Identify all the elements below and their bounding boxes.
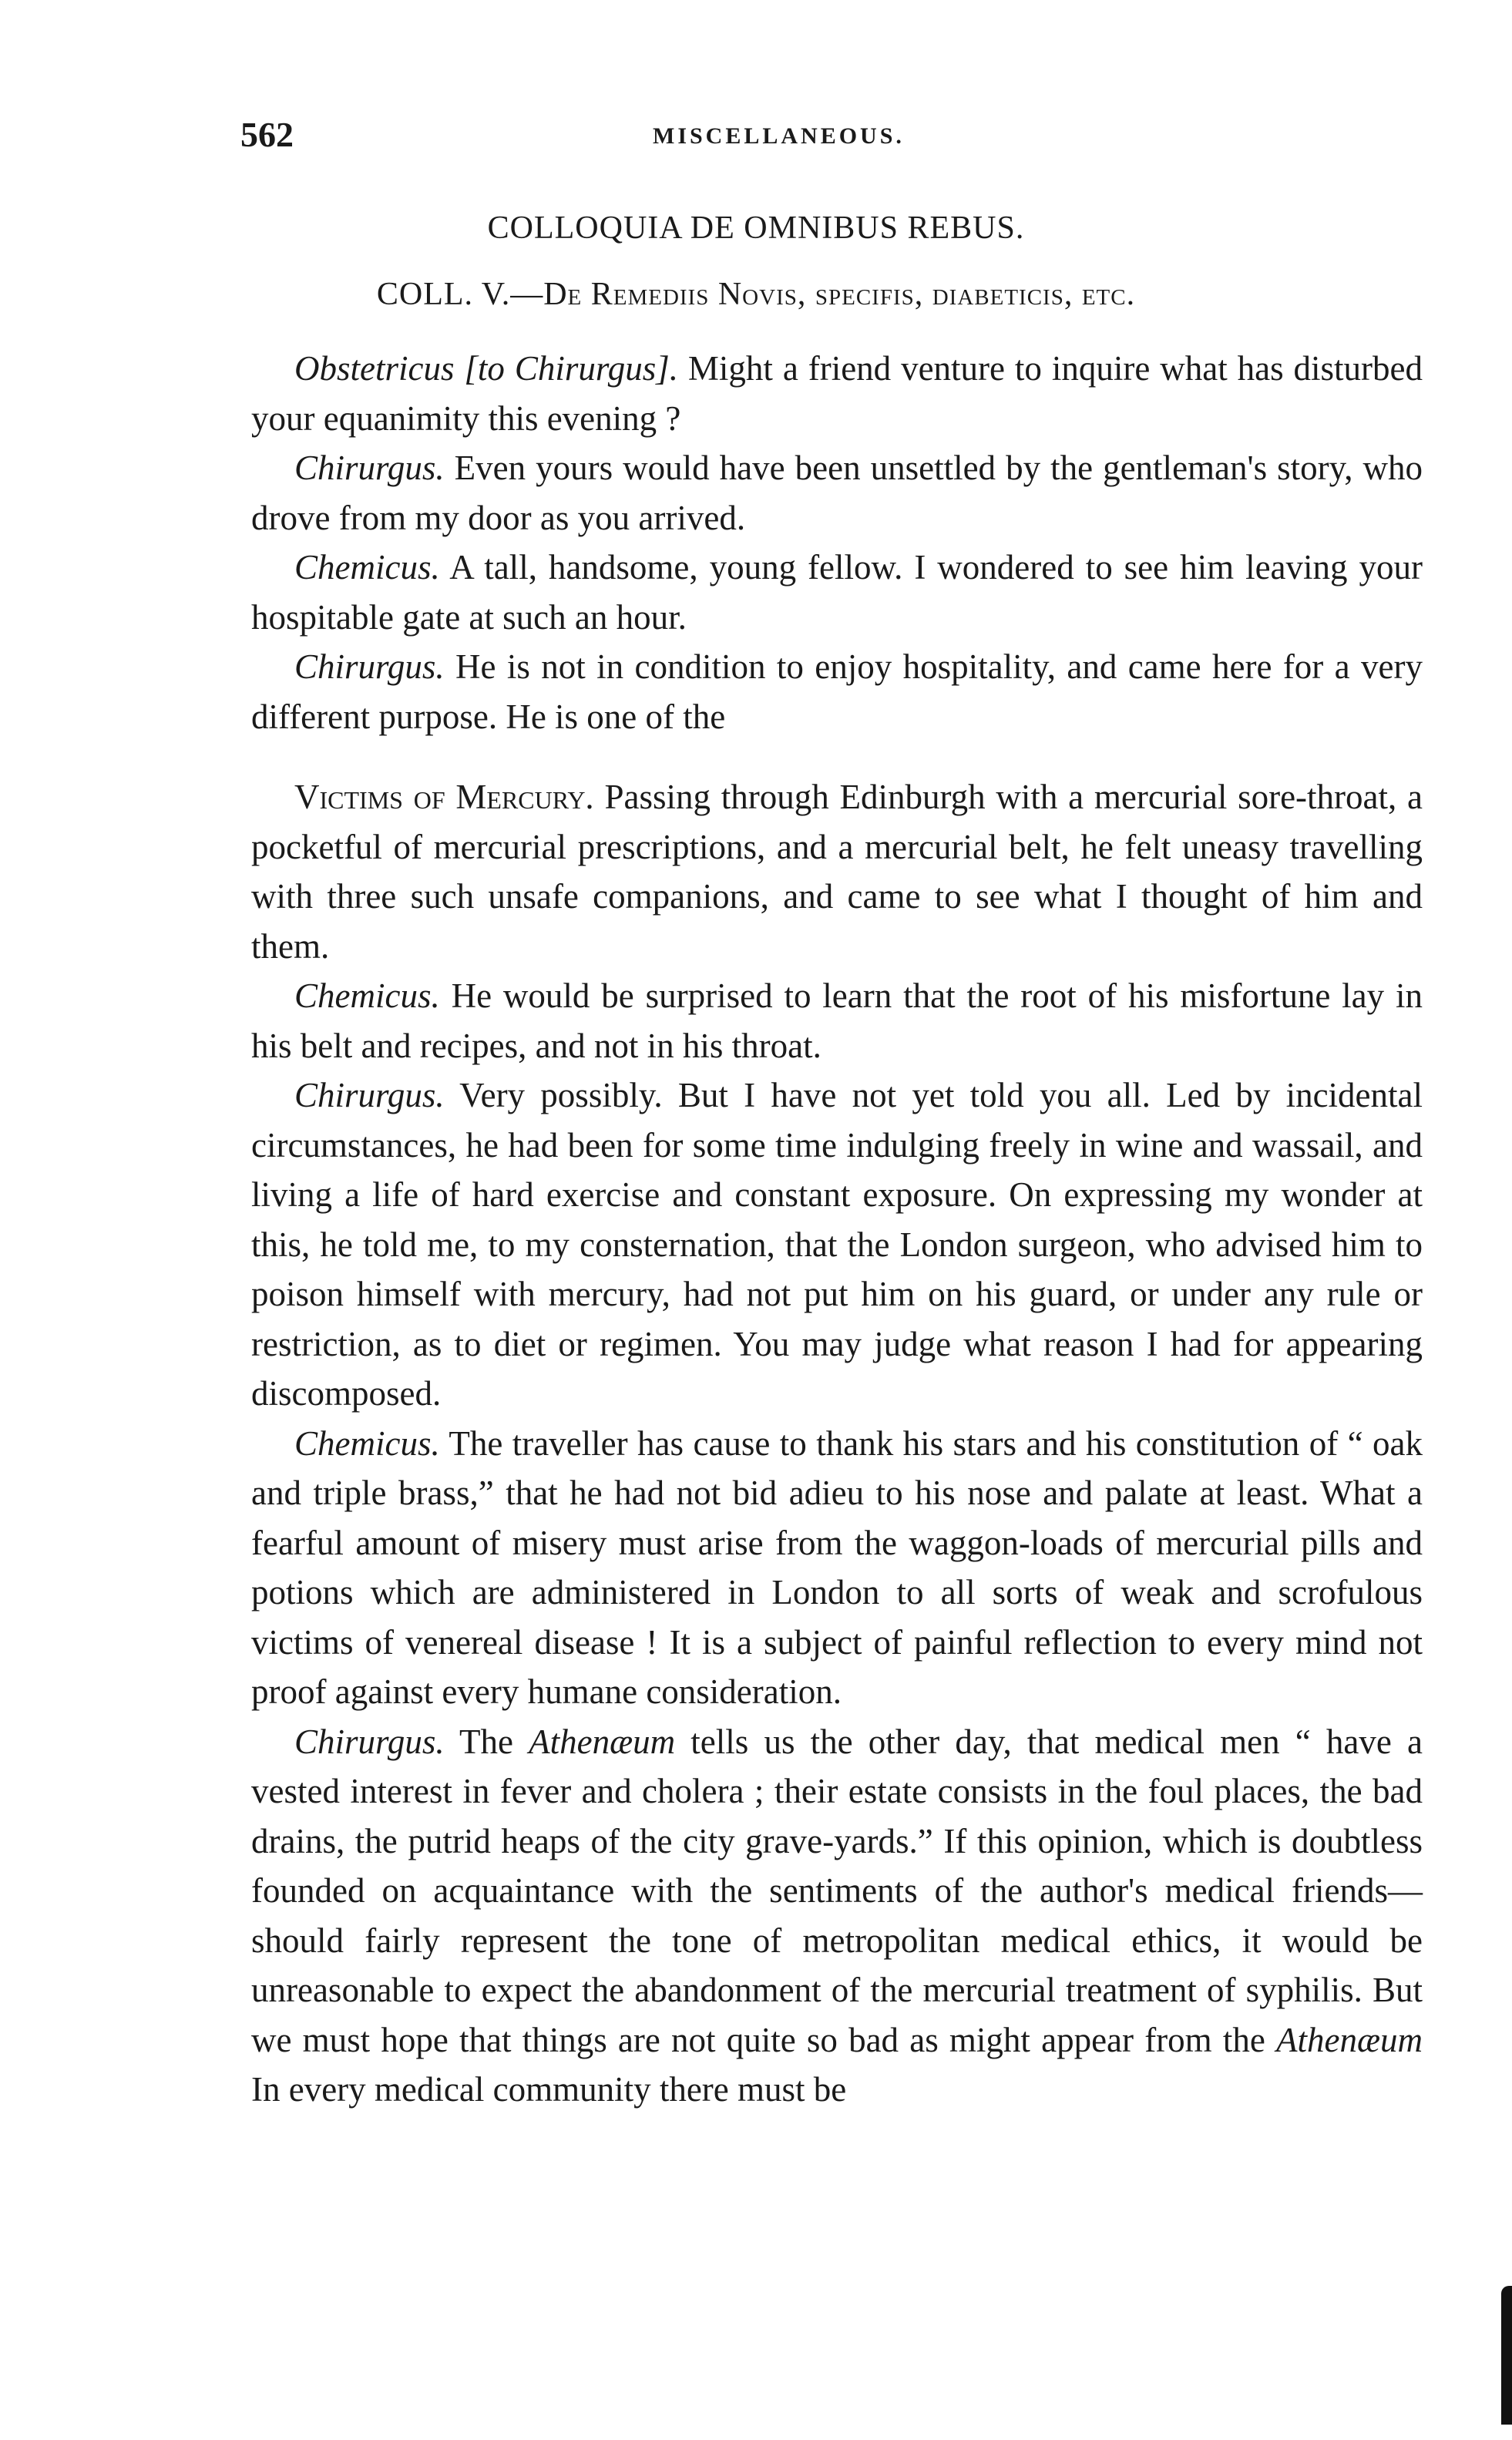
paragraph-text: Passing through Edinburgh with a mercurial sore-throat, a pocketful of mercurial prescriptions, and a mercurial belt, he felt uneasy travelling with three such unsafe companions, and came to see what I thought of him and them. <box>251 778 1423 966</box>
speaker-name: Chirurgus. <box>294 647 445 686</box>
paragraph-text: Very possibly. But I have not yet told you all. Led by incidental circumstances, he had been for some time indulging freely in wine and wassail, and living a life of hard exercise and constant exposure. On expressing my wonder at this, he told me, to my consternation, that the London surgeon, who advised him to poison himself with mercury, had not put him on his guard, or under any rule or restriction, as to diet or regimen. You may judge what reason I had for appearing discomposed. <box>251 1076 1423 1413</box>
paragraph-text: The <box>444 1722 529 1761</box>
speaker-name: Chemicus. <box>294 548 440 586</box>
body-text <box>251 344 1423 2115</box>
paragraph <box>251 642 1423 741</box>
paragraph-text: tells us the other day, that medical men “ have a vested interest in fever and cholera ; their estate consists in the foul places, the bad drains, the putrid heaps of the city grave-yards.” If this opinion, which is doubtless founded on acquaintance with the sentiments of the author's medical friends—should fairly represent the tone of metropolitan medical ethics, it would be unreasonable to expect the abandonment of the mercurial treatment of syphilis. But we must hope that things are not quite so bad as might appear from the <box>251 1722 1423 2059</box>
page-header <box>240 114 1412 160</box>
section-title: COLLOQUIA DE OMNIBUS REBUS. <box>487 210 1025 246</box>
section-subtitle: COLL. V.—De Remediis Novis, specifis, diabeticis, etc. <box>376 277 1136 312</box>
paragraph-text: He is not in condition to enjoy hospitality, and came here for a very different purpose. He is one of the <box>251 647 1423 736</box>
paragraph <box>251 1070 1423 1419</box>
speaker-name: Chirurgus. <box>294 1076 445 1114</box>
page-edge-shadow <box>1501 2286 1512 2425</box>
speaker-name: Chirurgus. <box>294 1722 445 1761</box>
paragraph-text: The traveller has cause to thank his stars and his constitution of “ oak and triple brass,” that he had not bid adieu to his nose and palate at least. What a fearful amount of misery must arise from the waggon-loads of mercurial pills and potions which are administered in London to all sorts of weak and scrofulous victims of venereal disease ! It is a subject of painful reflection to every mind not proof against every humane consideration. <box>251 1423 1423 1711</box>
speaker-name: Chirurgus. <box>294 449 445 487</box>
paragraph <box>251 443 1423 543</box>
paragraph <box>251 1717 1423 2115</box>
paragraph-text: A tall, handsome, young fellow. I wondered to see him leaving your hospitable gate at such an hour. <box>251 548 1423 637</box>
paragraph <box>251 971 1423 1070</box>
speaker-name: Chemicus. <box>294 1423 440 1463</box>
paragraph <box>251 1419 1423 1717</box>
speaker-name: Chemicus. <box>294 976 440 1015</box>
side-heading: Victims of Mercury. <box>294 778 594 816</box>
paragraph-text: He would be surprised to learn that the root of his misfortune lay in his belt and recipes, and not in his throat. <box>251 976 1423 1065</box>
paragraph <box>251 772 1423 971</box>
paragraph-text: Might a friend venture to inquire what has disturbed your equanimity this evening ? <box>251 349 1423 438</box>
publication-name: Athenæum <box>529 1722 676 1761</box>
page-number: 562 <box>240 115 294 154</box>
paragraph <box>251 344 1423 443</box>
publication-name: Athenæum <box>1276 2020 1423 2059</box>
running-head: MISCELLANEOUS. <box>653 123 905 149</box>
speaker-name: Obstetricus [to Chirurgus]. <box>294 349 678 388</box>
paragraph <box>251 543 1423 642</box>
paragraph-text: In every medical community there must be <box>251 2070 847 2109</box>
paragraph-text: Even yours would have been unsettled by the gentleman's story, who drove from my door as you arrived. <box>251 449 1423 537</box>
